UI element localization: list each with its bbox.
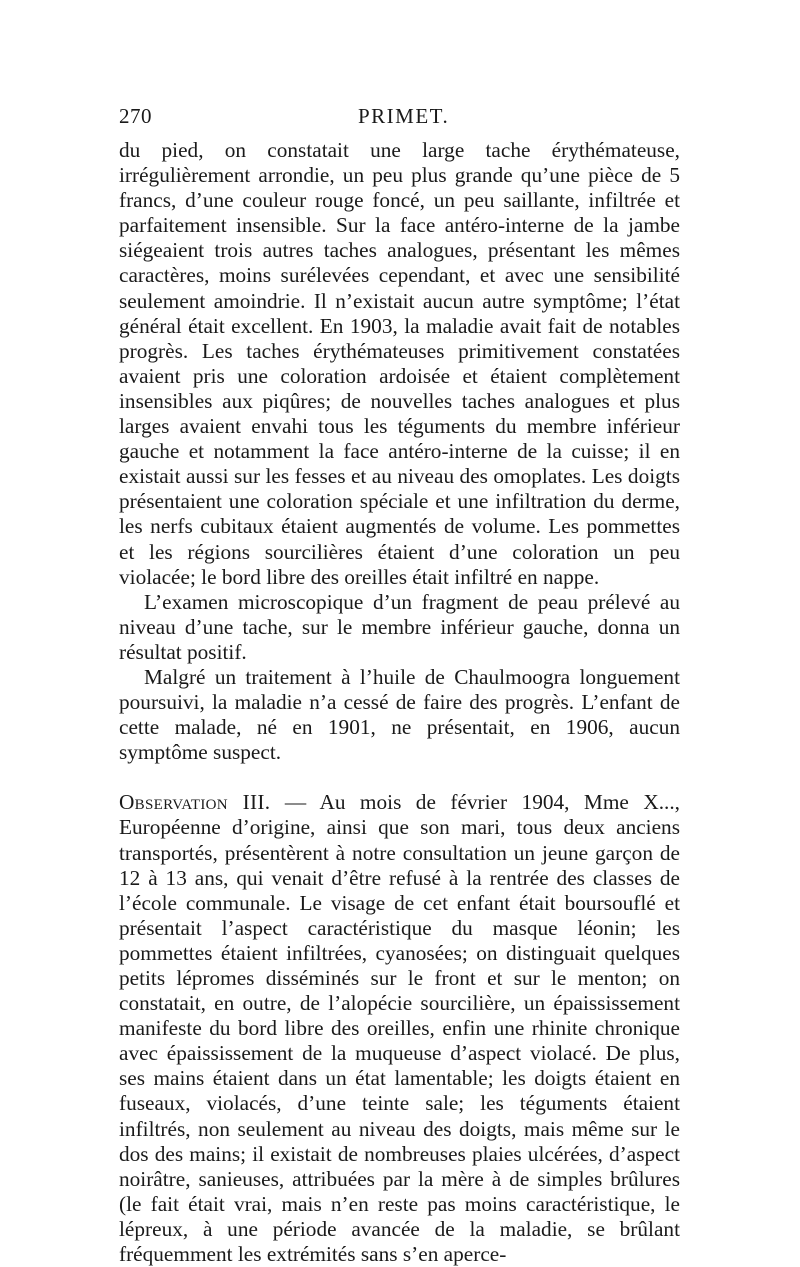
paragraph-microscopic-exam: L’examen microscopique d’un fragment de peau prélevé au niveau d’une tache, sur le membre inférieur gauche, donna un résultat positif. [119, 589, 680, 664]
body-text [119, 138, 680, 1267]
running-title: PRIMET. [358, 104, 450, 128]
section-spacer [119, 765, 680, 790]
observation-text: — Au mois de février 1904, Mme X..., Européenne d’origine, ainsi que son mari, tous deux anciens transportés, présentèrent à notre consultation un jeune garçon de 12 à 13 ans, qui venait d’être refusé à la rentrée des classes de l’école communale. Le visage de cet enfant était boursouflé et présentait l’aspect caractéristique du masque léonin; les pommettes étaient infiltrées, cyanosées; on distinguait quelques petits lépromes disséminés sur le front et sur le menton; on constatait, en outre, de l’alopécie sourcilière, un épaississement manifeste du bord libre des oreilles, enfin une rhinite chronique avec épaississement de la muqueuse d’aspect violacé. De plus, ses mains étaient dans un état lamentable; les doigts étaient en fuseaux, violacés, d’une teinte sale; les téguments étaient infiltrés, non seulement au niveau des doigts, mais même sur le dos des mains; il existait de nombreuses plaies ulcérées, d’aspect noirâtre, sanieuses, attribuées par la mère à de simples brûlures (le fait était vrai, mais n’en reste pas moins caractéristique, le lépreux, à une période avancée de la maladie, se brûlant fréquemment les extrémités sans s’en aperce- [119, 790, 680, 1267]
paragraph-continuation: du pied, on constatait une large tache érythémateuse, irrégulièrement arrondie, un peu plus grande qu’une pièce de 5 francs, d’une couleur rouge foncé, un peu saillante, infiltrée et parfaitement insensible. Sur la face antéro-interne de la jambe siégeaient trois autres taches analogues, présentant les mêmes caractères, moins surélevées cependant, et avec une sensibilité seulement amoindrie. Il n’existait aucun autre symptôme; l’état général était excellent. En 1903, la maladie avait fait de notables progrès. Les taches érythémateuses primitivement constatées avaient pris une coloration ardoisée et étaient complètement insensibles aux piqûres; de nouvelles taches analogues et plus larges avaient envahi tous les téguments du membre inférieur gauche et notamment la face antéro-interne de la cuisse; il en existait aussi sur les fesses et au niveau des omoplates. Les doigts présentaient une coloration spéciale et une infiltration du derme, les nerfs cubitaux étaient augmentés de volume. Les pommettes et les régions sourcilières étaient d’une coloration un peu violacée; le bord libre des oreilles était infiltré en nappe. [119, 138, 680, 589]
paragraph-observation [119, 790, 680, 1267]
page-number: 270 [119, 104, 152, 128]
observation-heading: Observation III. [119, 790, 271, 815]
paragraph-treatment: Malgré un traitement à l’huile de Chaulmoogra longuement poursuivi, la maladie n’a cessé de faire des progrès. L’enfant de cette malade, né en 1901, ne présentait, en 1906, aucun symptôme suspect. [119, 664, 680, 765]
running-head [119, 104, 679, 132]
